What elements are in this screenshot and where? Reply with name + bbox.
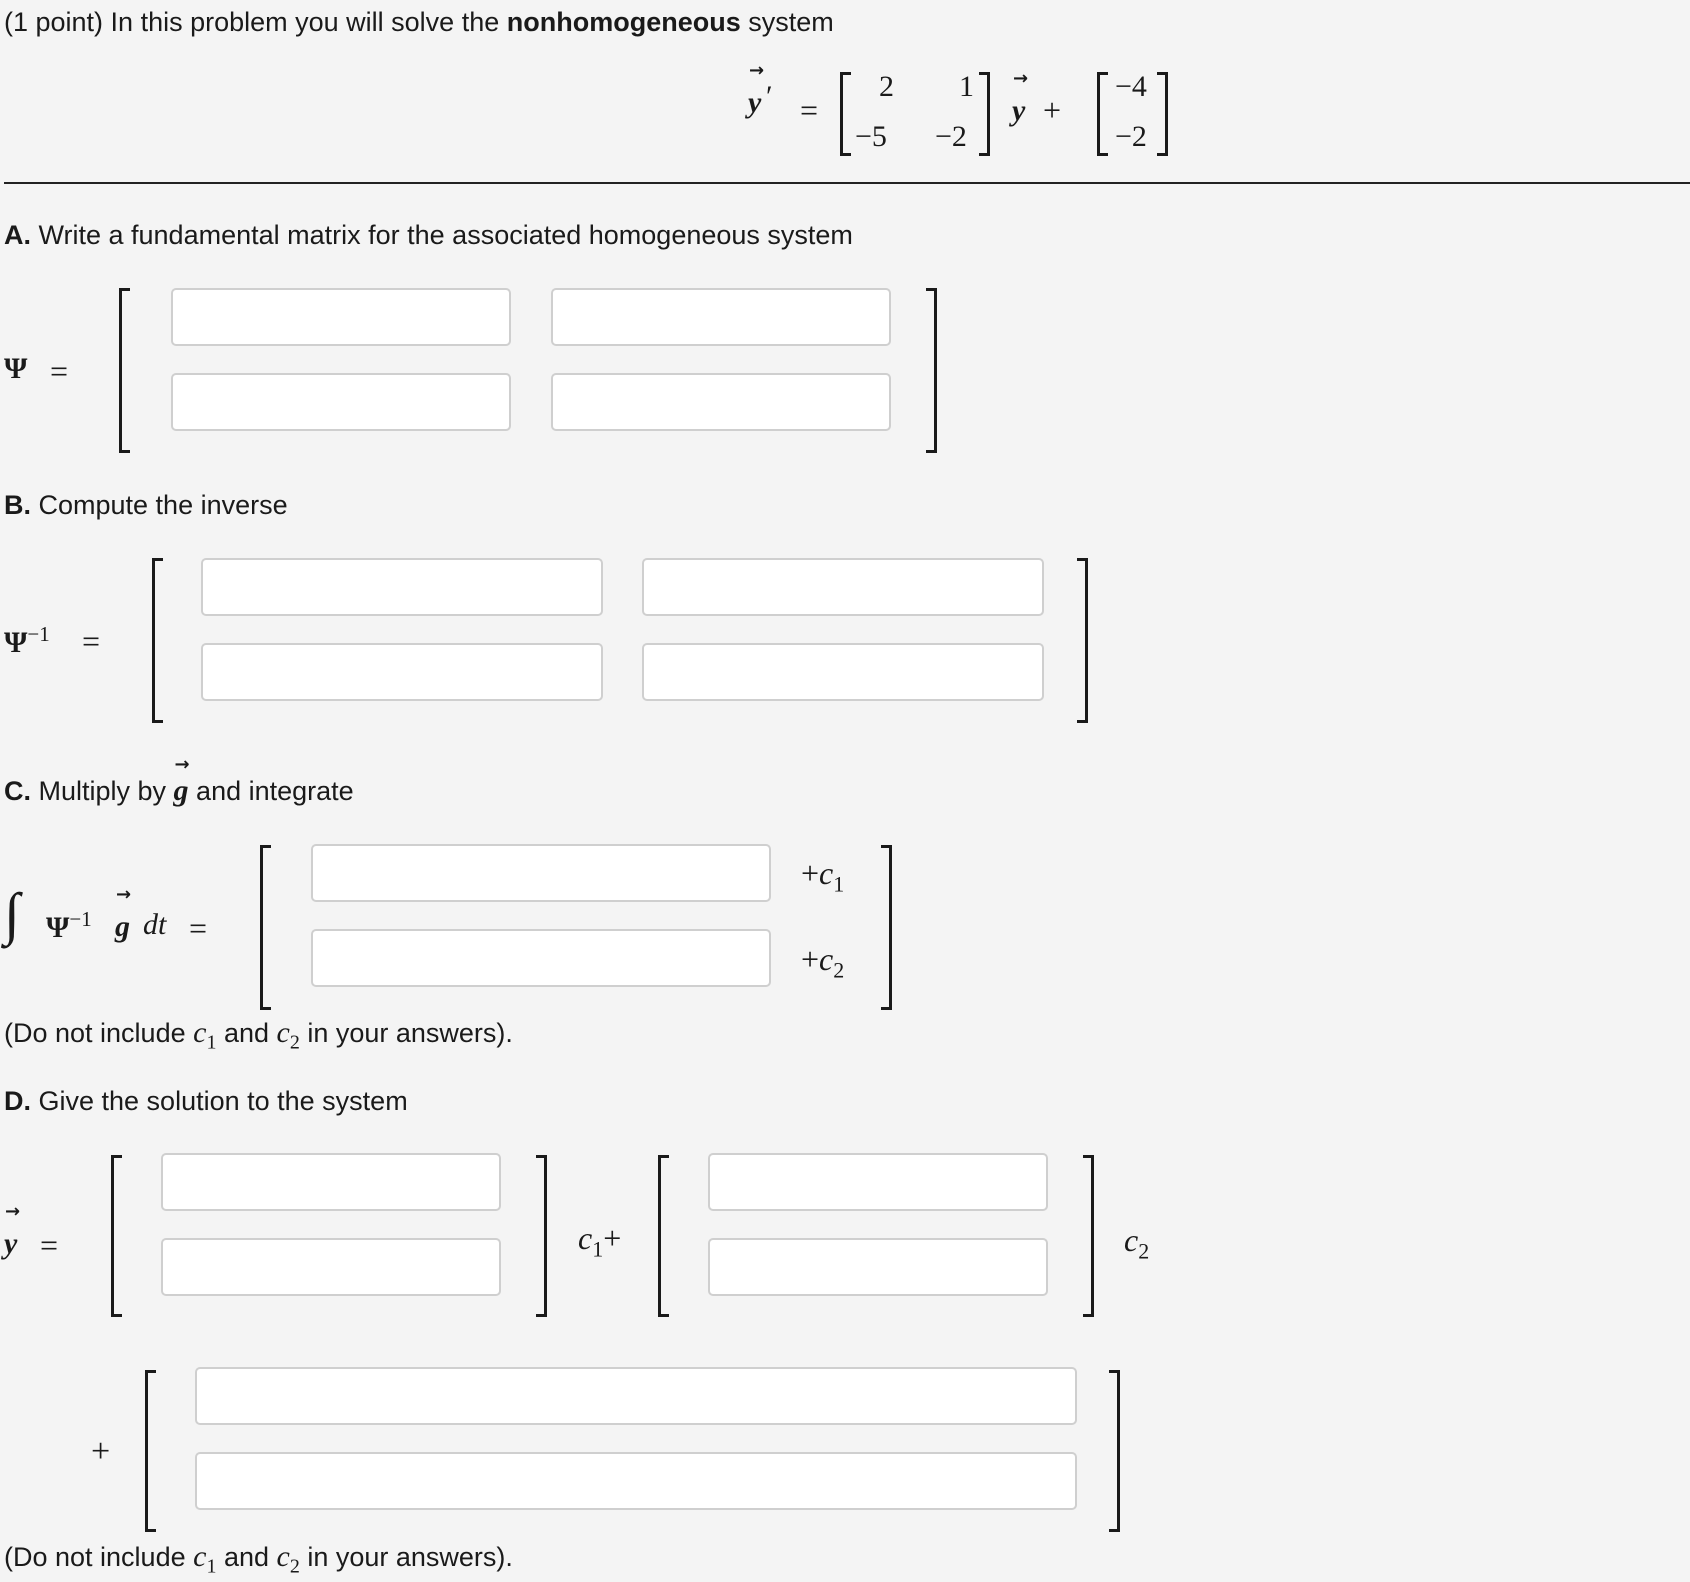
psi-inverse-entry-1-2[interactable] <box>642 558 1044 616</box>
matrix-entry: 2 <box>879 70 894 103</box>
plus-sign: + <box>1043 92 1062 128</box>
psi-symbol: Ψ <box>4 352 28 385</box>
equals-sign: = <box>800 92 819 128</box>
vector-right-bracket <box>1083 1155 1094 1317</box>
keyword-nonhomogeneous: nonhomogeneous <box>506 7 741 37</box>
problem-intro: (1 point) In this problem you will solve the nonhomogeneous system <box>4 7 834 37</box>
integral-entry-1[interactable] <box>311 844 771 902</box>
vector-left-bracket <box>111 1155 122 1317</box>
matrix-entry: −5 <box>855 120 887 153</box>
psi-inverse-entry-1-1[interactable] <box>201 558 603 616</box>
vector-entry: −4 <box>1115 70 1147 103</box>
psi-inverse-entry-2-2[interactable] <box>642 643 1044 701</box>
c1-plus-label: $c_1+$ <box>578 1220 622 1262</box>
dt-label: dt <box>143 908 167 941</box>
part-d-heading: D. Give the solution to the system <box>4 1086 408 1116</box>
vector-entry: −2 <box>1115 120 1147 153</box>
integral-entry-2[interactable] <box>311 929 771 987</box>
solution-vec1-entry-1[interactable] <box>161 1153 501 1211</box>
psi-inverse-entry-2-1[interactable] <box>201 643 603 701</box>
equals-sign: = <box>40 1227 59 1263</box>
g-vector-symbol: → g <box>115 910 130 944</box>
plus-c1-label: $+c_1$ <box>801 855 845 897</box>
solution-vec1-entry-2[interactable] <box>161 1238 501 1296</box>
equals-sign: = <box>189 910 208 946</box>
vector-right-bracket <box>536 1155 547 1317</box>
vector-left-bracket <box>658 1155 669 1317</box>
prime-symbol: ′ <box>766 80 773 113</box>
part-d-note: (Do not include $c_1$ and $c_2$ in your answers). <box>4 1540 513 1578</box>
vector-left-bracket <box>1097 72 1108 156</box>
plus-c2-label: $+c_2$ <box>801 941 845 983</box>
psi-entry-2-1[interactable] <box>171 373 511 431</box>
y-vector-symbol: → y <box>748 86 761 120</box>
matrix-entry: −2 <box>935 120 967 153</box>
plus-sign: + <box>91 1433 111 1470</box>
divider <box>4 182 1690 184</box>
matrix-left-bracket <box>260 845 271 1010</box>
solution-vec2-entry-1[interactable] <box>708 1153 1048 1211</box>
psi-entry-1-1[interactable] <box>171 288 511 346</box>
psi-inverse-symbol: $\Psi^{-1}$ <box>46 907 92 944</box>
integral-sign: ∫ <box>4 881 20 946</box>
part-b-heading: B. Compute the inverse <box>4 490 288 520</box>
matrix-right-bracket <box>1077 558 1088 723</box>
vector-right-bracket <box>1157 72 1168 156</box>
g-vector-symbol: → g <box>174 775 189 807</box>
psi-entry-2-2[interactable] <box>551 373 891 431</box>
c2-label: $c_2$ <box>1124 1222 1150 1264</box>
y-vector-symbol: → y <box>4 1227 17 1261</box>
psi-entry-1-2[interactable] <box>551 288 891 346</box>
matrix-right-bracket <box>881 845 892 1010</box>
matrix-left-bracket <box>840 72 851 156</box>
equals-sign: = <box>82 623 101 659</box>
matrix-right-bracket <box>926 288 937 453</box>
matrix-right-bracket <box>979 72 990 156</box>
vector-right-bracket <box>1109 1370 1120 1532</box>
part-c-note: (Do not include $c_1$ and $c_2$ in your answers). <box>4 1016 513 1054</box>
equals-sign: = <box>50 353 69 389</box>
particular-solution-entry-2[interactable] <box>195 1452 1077 1510</box>
matrix-left-bracket <box>119 288 130 453</box>
matrix-entry: 1 <box>959 70 974 103</box>
vector-left-bracket <box>145 1370 156 1532</box>
y-vector-symbol: → y <box>1012 94 1025 128</box>
particular-solution-entry-1[interactable] <box>195 1367 1077 1425</box>
matrix-left-bracket <box>152 558 163 723</box>
part-c-heading: C. Multiply by → g and integrate <box>4 775 354 807</box>
psi-inverse-symbol: $\Psi^{-1}$ <box>4 622 50 659</box>
solution-vec2-entry-2[interactable] <box>708 1238 1048 1296</box>
part-a-heading: A. Write a fundamental matrix for the associated homogeneous system <box>4 220 853 250</box>
